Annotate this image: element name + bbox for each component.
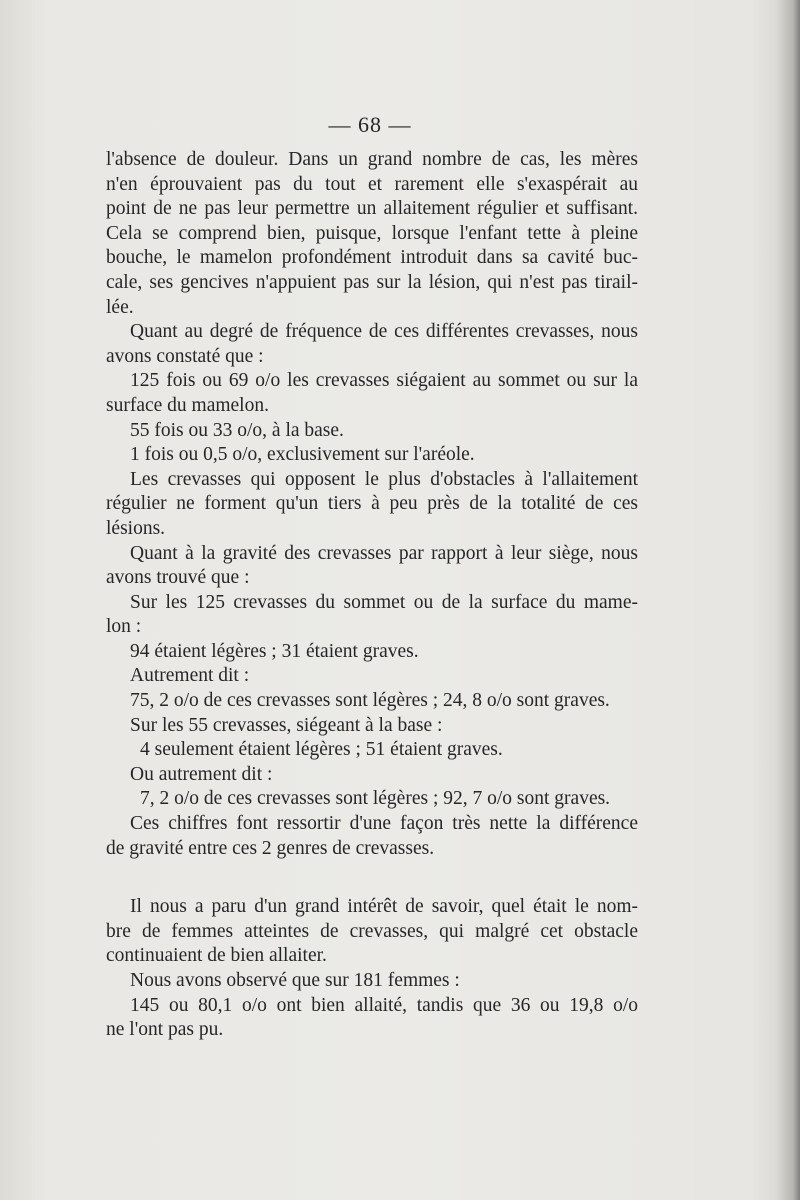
text-line: Autrement dit : [130, 665, 250, 687]
page-number: — 68 — [328, 112, 412, 137]
text-line: avons trouvé que : [106, 567, 250, 589]
text-line: Ou autrement dit : [130, 763, 273, 785]
text-line: de gravité entre ces 2 genres de crevasses. [106, 837, 435, 859]
text-line: surface du mamelon. [106, 394, 269, 416]
text-line: lée. [106, 296, 134, 318]
text-line: lésions. [106, 517, 166, 539]
text-line: n'en éprouvaient pas du tout et rarement elle s'exaspérait au [106, 173, 638, 195]
text-line: Quant à la gravité des crevasses par rapport à leur siège, nous [130, 542, 638, 564]
text-line: ne l'ont pas pu. [106, 1019, 224, 1041]
text-line: 75, 2 o/o de ces crevasses sont légères ; 24, 8 o/o sont graves. [130, 690, 610, 712]
page-edge-shadow [776, 0, 800, 1200]
text-line: 1 fois ou 0,5 o/o, exclusivement sur l'aréole. [130, 444, 475, 466]
text-line: Sur les 55 crevasses, siégeant à la base : [130, 714, 443, 736]
text-line: Les crevasses qui opposent le plus d'obstacles à l'allaitement [130, 468, 638, 490]
text-line: Cela se comprend bien, puisque, lorsque l'enfant tette à pleine [106, 222, 638, 244]
text-line: Quant au degré de fréquence de ces différentes crevasses, nous [130, 321, 638, 343]
text-line: Ces chiffres font ressortir d'une façon très nette la différence [130, 813, 638, 835]
text-line: cale, ses gencives n'appuient pas sur la lésion, qui n'est pas tirail- [106, 271, 638, 293]
text-line: 7, 2 o/o de ces crevasses sont légères ; 92, 7 o/o sont graves. [140, 788, 611, 810]
text-line: 4 seulement étaient légères ; 51 étaient graves. [140, 739, 503, 761]
text-line: avons constaté que : [106, 345, 264, 367]
text-line: lon : [106, 616, 142, 638]
text-line: régulier ne forment qu'un tiers à peu près de la totalité de ces [106, 493, 638, 515]
text-line: 145 ou 80,1 o/o ont bien allaité, tandis que 36 ou 19,8 o/o [130, 994, 638, 1016]
text-line: Il nous a paru d'un grand intérêt de savoir, quel était le nom- [130, 896, 638, 918]
text-line: Sur les 125 crevasses du sommet ou de la surface du mame- [130, 591, 638, 613]
text-line: 125 fois ou 69 o/o les crevasses siégaient au sommet ou sur la [130, 370, 638, 392]
text-line: point de ne pas leur permettre un allaitement régulier et suffisant. [106, 198, 638, 220]
text-line: l'absence de douleur. Dans un grand nombre de cas, les mères [106, 149, 638, 170]
text-line: Nous avons observé que sur 181 femmes : [130, 970, 460, 991]
text-line: bre de femmes atteintes de crevasses, qui malgré cet obstacle [106, 920, 638, 942]
paragraph-gap [106, 861, 638, 895]
text-line: continuaient de bien allaiter. [106, 945, 327, 967]
body-text [106, 148, 638, 1043]
text-line: 94 étaient légères ; 31 étaient graves. [130, 640, 419, 662]
text-line: 55 fois ou 33 o/o, à la base. [130, 419, 344, 441]
text-line: bouche, le mamelon profondément introduit dans sa cavité buc- [106, 247, 638, 269]
